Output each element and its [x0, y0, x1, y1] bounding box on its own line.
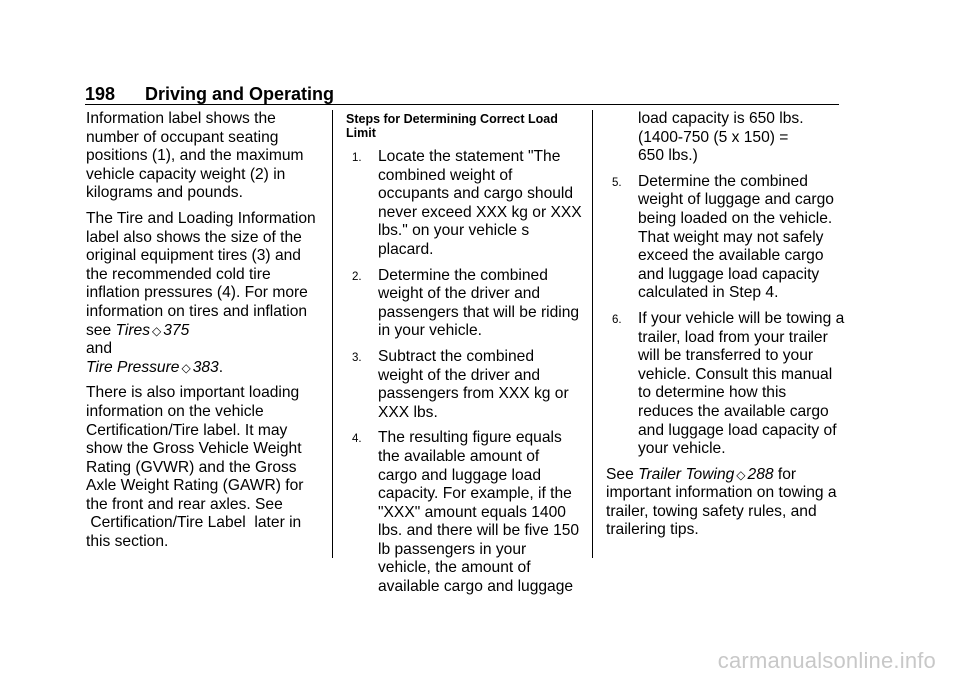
subheading-load-limit: Steps for Determining Correct Load Limit: [346, 112, 558, 140]
column-divider: [332, 110, 333, 558]
xref-arrow-icon: ◇: [181, 360, 191, 375]
step-text: The resulting figure equals the available amount of cargo and luggage load capacity. For example, if the "XXX" amount equals 1400 lbs. and there will be five 150 lb passengers in your vehicle, the amount of available cargo and luggage: [378, 429, 580, 596]
link-trailer-towing[interactable]: Trailer Towing: [638, 465, 735, 483]
page-header: [85, 84, 334, 104]
step-item: [346, 267, 582, 341]
step-item: [606, 310, 846, 459]
xref-arrow-icon: ◇: [736, 467, 746, 482]
page-ref-tire-pressure[interactable]: 383: [192, 358, 219, 376]
step-text: Subtract the combined weight of the driver and passengers from XXX kg or XXX lbs.: [378, 347, 569, 421]
step-number: 3.: [352, 351, 362, 364]
step-continuation: load capacity is 650 lbs. (1400-750 (5 x 150) = 650 lbs.): [638, 110, 804, 165]
xref-arrow-icon: ◇: [152, 323, 162, 338]
step-text: Determine the combined weight of luggage and cargo being loaded on the vehicle. That weight may not safely exceed the available cargo and luggage load capacity calculated in Step 4.: [638, 172, 834, 302]
paragraph-occupant-info: Information label shows the number of occupant seating positions (1), and the maximum vehicle capacity weight (2) in kilograms and pounds.: [86, 110, 304, 202]
and-text: and: [86, 340, 113, 358]
link-tire-pressure[interactable]: Tire Pressure: [86, 358, 180, 376]
step-text: Locate the statement "The combined weight of occupants and cargo should never exceed XXX kg or XXX lbs." on your vehicle s placard.: [378, 148, 582, 258]
steps-list-continued: [606, 173, 846, 459]
section-title: Driving and Operating: [145, 84, 335, 104]
column-middle: [346, 110, 582, 604]
step-number: 5.: [612, 176, 622, 189]
step-number: 2.: [352, 270, 362, 283]
step-text: If your vehicle will be towing a trailer, load from your trailer will be transferred to your vehicle. Consult this manual to determine how this reduces the available cargo and luggage load capacity of your vehicle.: [638, 309, 845, 458]
column-divider: [592, 110, 593, 558]
page-ref-trailer-towing[interactable]: 288: [747, 465, 774, 483]
step-item: [346, 348, 582, 422]
step-item: [606, 173, 846, 303]
tire-info-text: The Tire and Loading Information label also shows the size of the original equipment tires (3) and the recommended cold tire inflation pressures (4). For more information on tires and inflation see: [86, 209, 316, 339]
paragraph-see-trailer-towing: See Trailer Towing ◇ 288 for important information on towing a trailer, towing safety rules, and trailering tips.: [606, 465, 837, 539]
link-tires[interactable]: Tires: [115, 321, 150, 339]
page-number: 198: [85, 84, 116, 104]
paragraph-tire-info: The Tire and Loading Information label also shows the size of the original equipment tires (3) and the recommended cold tire inflation pressures (4). For more information on tires and inflation see Tires ◇ 375 and Tire Pressure ◇ 383.: [86, 209, 316, 376]
steps-list: [346, 148, 582, 597]
page-ref-tires[interactable]: 375: [163, 321, 190, 339]
header-divider: [85, 104, 839, 105]
column-left: [86, 110, 322, 559]
step-text: Determine the combined weight of the driver and passengers that will be riding in your vehicle.: [378, 266, 580, 340]
column-right: [606, 110, 846, 547]
step-item: [346, 148, 582, 260]
step-item: [346, 429, 582, 596]
step-number: 1.: [352, 152, 362, 164]
step-number: 4.: [352, 433, 362, 446]
paragraph-certification-info: There is also important loading information on the vehicle Certification/Tire label. It may show the Gross Vehicle Weight Rating (GVWR) and the Gross Axle Weight Rating (GAWR) for the front and rear axles. See Certification/Tire Label later in this section.: [86, 384, 304, 551]
watermark: carmanualsonline.info: [717, 648, 936, 673]
step-number: 6.: [612, 313, 622, 326]
